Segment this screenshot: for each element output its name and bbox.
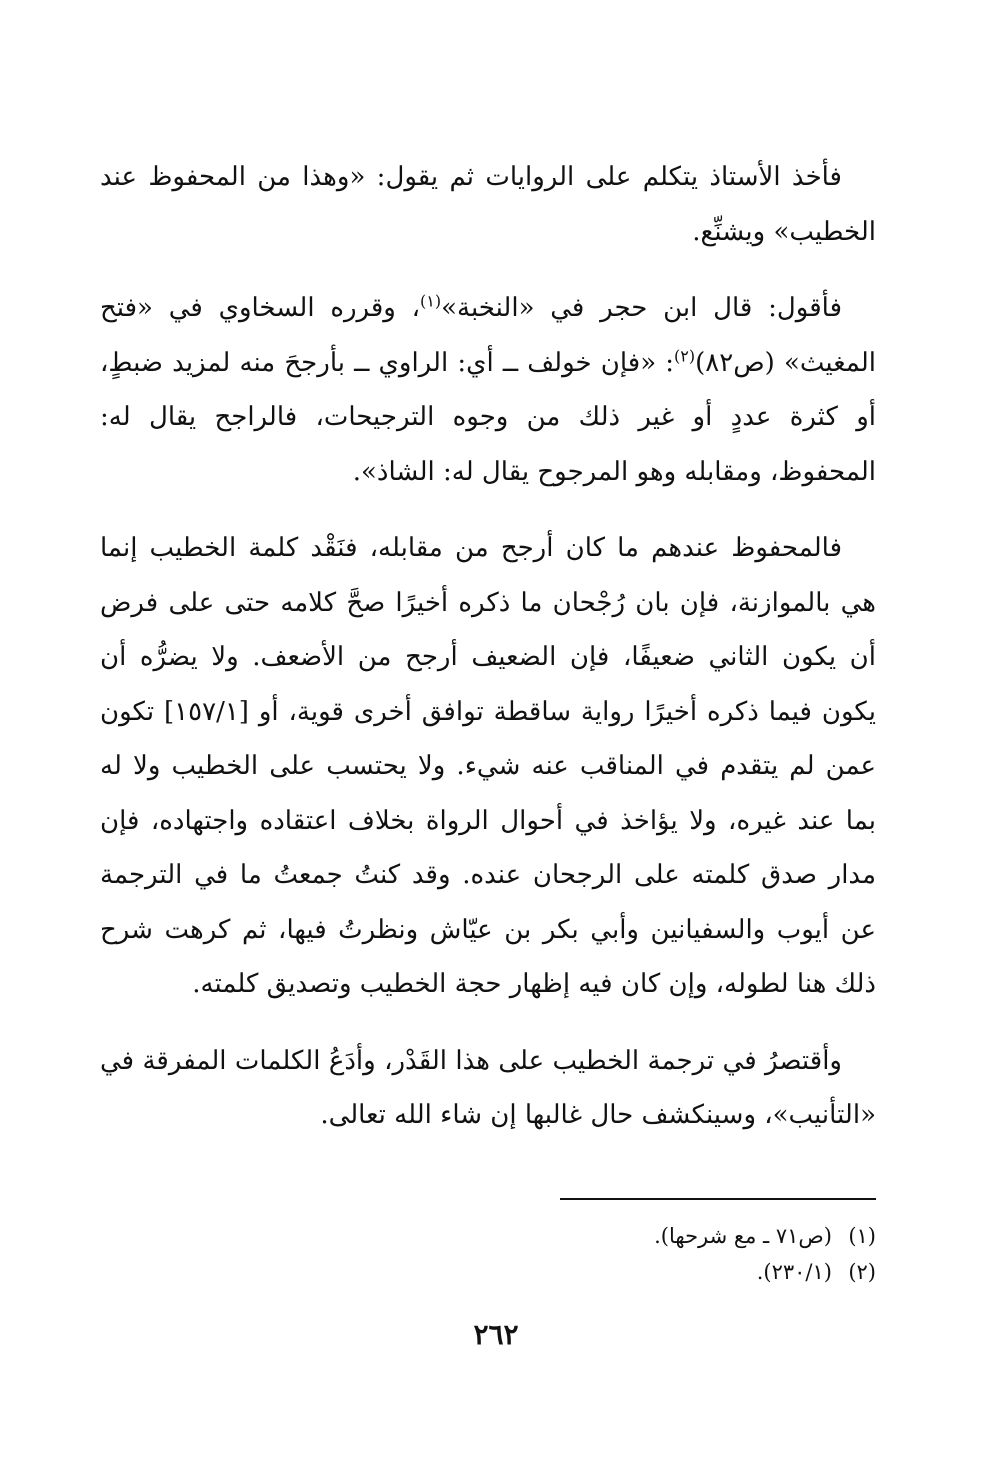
paragraph-2-text: فأقول: قال ابن حجر في «النخبة» — [441, 293, 842, 323]
paragraph-4-text: وأقتصرُ في ترجمة الخطيب على هذا القَدْر، وأدَعُ الكلمات المفرقة في «التأنيب»، وسينكشف حال غالبها إن شاء الله تعالى. — [100, 1045, 876, 1130]
page-number: ٢٦٢ — [473, 1318, 519, 1351]
paragraph-2-rest: : «فإن خولف ــ أي: الراوي ــ بأرجحَ منه لمزيد ضبطٍ، أو كثرة عددٍ أو غير ذلك من وجوه الترجيحات، فالراجح يقال له: المحفوظ، ومقابله وهو المرجوح يقال له: الشاذ». — [100, 347, 876, 487]
footnotes — [100, 1218, 876, 1290]
footnote-2-text: (٢٣٠/١). — [756, 1260, 832, 1284]
footnote-ref-1: (١) — [420, 291, 442, 311]
paragraph-3 — [100, 521, 876, 1012]
footnote-1-text: (ص٧١ ـ مع شرحها). — [654, 1224, 832, 1248]
paragraph-4 — [100, 1034, 876, 1143]
footnote-1 — [100, 1218, 876, 1254]
paragraph-2 — [100, 281, 876, 499]
paragraph-1-text: فأخذ الأستاذ يتكلم على الروايات ثم يقول: «وهذا من المحفوظ عند الخطيب» ويشنِّع. — [100, 162, 876, 247]
footnote-separator — [560, 1198, 876, 1200]
paragraph-2-mid: ، وقرره السخاوي في «فتح المغيث» (ص٨٢) — [100, 293, 876, 378]
paragraph-1 — [100, 150, 876, 259]
footnote-2 — [100, 1254, 876, 1290]
page-body — [100, 150, 876, 1165]
footnote-ref-2: (٢) — [674, 345, 696, 365]
footnote-2-number: (٢) — [848, 1260, 876, 1284]
footnote-1-number: (١) — [848, 1224, 876, 1248]
paragraph-3-text: فالمحفوظ عندهم ما كان أرجح من مقابله، فنَقْد كلمة الخطيب إنما هي بالموازنة، فإن بان رُجْحان ما ذكره أخيرًا صحَّ كلامه حتى على فرض أن يكون الثاني ضعيفًا، فإن الضعيف أرجح من الأضعف. ولا يضرُّه أن يكون فيما ذكره أخيرًا رواية ساقطة توافق أخرى قوية، أو [١٥٧/١] تكون عمن لم يتقدم في المناقب عنه شيء. ولا يحتسب على الخطيب ولا له بما عند غيره، ولا يؤاخذ في أحوال الرواة بخلاف اعتقاده واجتهاده، فإن مدار صدق كلمته على الرجحان عنده. وقد كنتُ جمعتُ ما في الترجمة عن أيوب والسفيانين وأبي بكر بن عيّاش ونظرتُ فيها، ثم كرهت شرح ذلك هنا لطوله، وإن كان فيه إظهار حجة الخطيب وتصديق كلمته. — [100, 533, 877, 999]
